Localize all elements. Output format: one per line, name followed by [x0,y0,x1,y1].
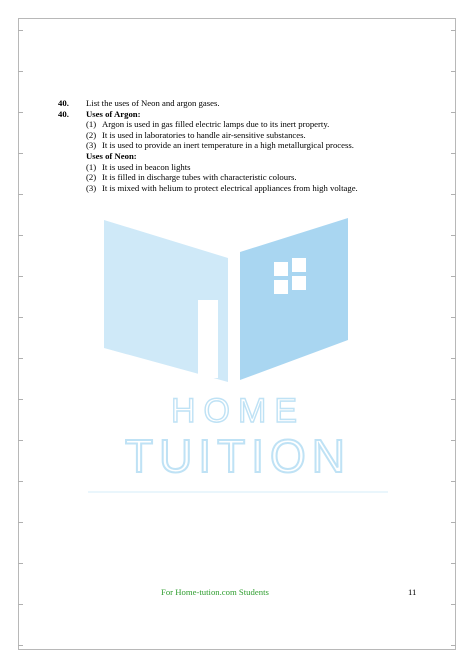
margin-tick [451,645,456,646]
margin-tick [18,563,23,564]
item-text: It is used in beacon lights [102,161,191,172]
margin-tick [451,71,456,72]
item-number: (2) [86,172,97,183]
question-text: List the uses of Neon and argon gases. [86,98,220,108]
margin-tick [451,604,456,605]
watermark-window-3 [274,280,288,294]
home-tuition-watermark-logo [86,200,390,500]
neon-heading: Uses of Neon: [86,150,137,161]
margin-tick [451,235,456,236]
list-item [58,162,438,173]
margin-tick [18,30,23,31]
argon-heading: Uses of Argon: [86,108,141,119]
item-text: Argon is used in gas filled electric lamps due to its inert property. [102,119,330,130]
watermark-door [198,300,218,378]
qa-content [58,98,438,193]
watermark-line2: TUITION [125,430,351,482]
item-number: (1) [86,161,97,172]
margin-tick [18,481,23,482]
margin-tick [451,153,456,154]
margin-tick [18,440,23,441]
margin-tick [18,399,23,400]
item-number: (1) [86,119,97,130]
margin-tick [18,522,23,523]
right-margin-ticks [450,18,456,650]
margin-tick [451,481,456,482]
item-text: It is used to provide an inert temperature in a high metallurgical process. [102,140,354,151]
page-number: 11 [408,587,417,597]
item-text: It is mixed with helium to protect electrical appliances from high voltage. [102,182,358,193]
margin-tick [451,317,456,318]
margin-tick [451,112,456,113]
footer-text: For Home-tution.com Students [161,587,269,597]
margin-tick [451,563,456,564]
margin-tick [18,358,23,359]
list-item [58,140,438,151]
margin-tick [18,645,23,646]
margin-tick [18,194,23,195]
margin-tick [451,276,456,277]
list-item [58,172,438,183]
margin-tick [451,194,456,195]
left-margin-ticks [18,18,24,650]
answer-argon-heading-row [58,109,438,120]
watermark-window-2 [292,258,306,272]
margin-tick [18,604,23,605]
answer-number: 40. [58,108,69,119]
item-number: (3) [86,140,97,151]
item-text: It is filled in discharge tubes with characteristic colours. [102,172,297,183]
margin-tick [451,358,456,359]
question-row [58,98,438,109]
watermark-window-4 [292,276,306,290]
margin-tick [451,399,456,400]
margin-tick [18,276,23,277]
list-item [58,183,438,194]
margin-tick [18,317,23,318]
margin-tick [451,522,456,523]
margin-tick [18,153,23,154]
margin-tick [18,112,23,113]
list-item [58,119,438,130]
list-item [58,130,438,141]
margin-tick [18,71,23,72]
watermark-house-right [240,218,348,380]
margin-tick [18,235,23,236]
margin-tick [451,30,456,31]
item-number: (3) [86,182,97,193]
item-text: It is used in laboratories to handle air-sensitive substances. [102,129,306,140]
watermark-window-1 [274,262,288,276]
question-number: 40. [58,98,69,108]
item-number: (2) [86,129,97,140]
watermark-line1: HOME [171,392,305,430]
margin-tick [451,440,456,441]
